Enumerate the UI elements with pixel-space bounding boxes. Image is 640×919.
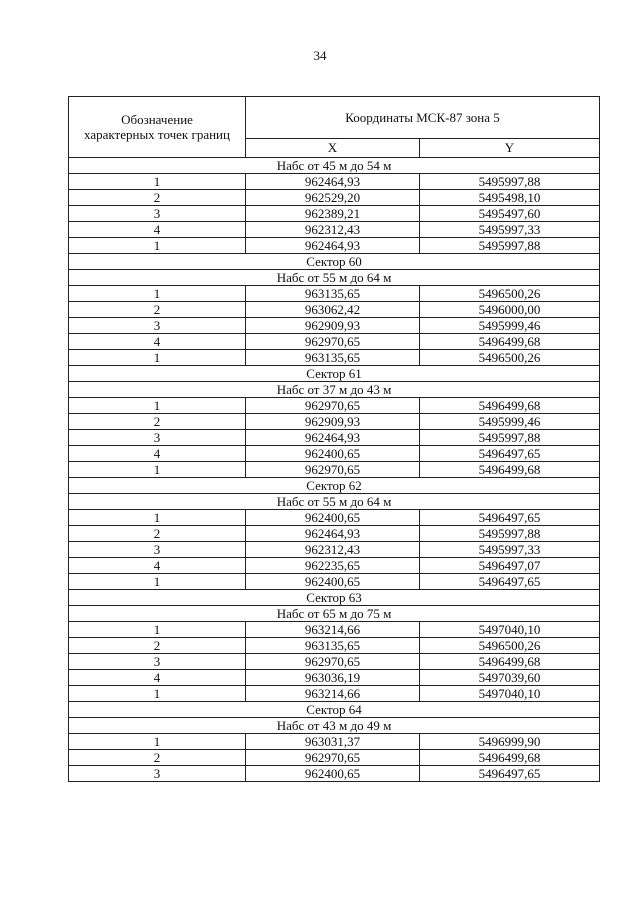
x-coordinate-cell: 963214,66 [246, 686, 420, 702]
y-coordinate-cell: 5496500,26 [420, 350, 600, 366]
table-row [69, 638, 600, 654]
table-row [69, 174, 600, 190]
point-number-cell: 3 [69, 430, 246, 446]
points-header-line1: Обозначение [121, 112, 193, 127]
table-row [69, 222, 600, 238]
y-coordinate-cell: 5496499,68 [420, 654, 600, 670]
x-coordinate-cell: 962970,65 [246, 398, 420, 414]
section-title: Сектор 60 [69, 254, 600, 270]
section-title: Сектор 62 [69, 478, 600, 494]
section-title: Набс от 55 м до 64 м [69, 270, 600, 286]
section-row [69, 702, 600, 718]
y-coordinate-cell: 5495997,33 [420, 222, 600, 238]
y-coordinate-cell: 5496000,00 [420, 302, 600, 318]
table-row [69, 734, 600, 750]
point-number-cell: 4 [69, 222, 246, 238]
y-column-header: Y [420, 139, 600, 158]
table-row [69, 398, 600, 414]
table-row [69, 414, 600, 430]
point-number-cell: 2 [69, 750, 246, 766]
points-header-line2: характерных точек границ [84, 127, 230, 142]
point-number-cell: 1 [69, 734, 246, 750]
coordinates-table [68, 96, 600, 782]
x-coordinate-cell: 963214,66 [246, 622, 420, 638]
x-coordinate-cell: 962970,65 [246, 654, 420, 670]
point-number-cell: 1 [69, 622, 246, 638]
table-row [69, 238, 600, 254]
point-number-cell: 1 [69, 398, 246, 414]
table-row [69, 190, 600, 206]
y-coordinate-cell: 5495498,10 [420, 190, 600, 206]
x-column-header: X [246, 139, 420, 158]
section-title: Набс от 65 м до 75 м [69, 606, 600, 622]
y-coordinate-cell: 5496500,26 [420, 286, 600, 302]
y-coordinate-cell: 5496497,07 [420, 558, 600, 574]
x-coordinate-cell: 963135,65 [246, 350, 420, 366]
y-coordinate-cell: 5495999,46 [420, 414, 600, 430]
table-row [69, 686, 600, 702]
x-coordinate-cell: 963135,65 [246, 286, 420, 302]
table-row [69, 286, 600, 302]
point-number-cell: 2 [69, 302, 246, 318]
y-coordinate-cell: 5496497,65 [420, 446, 600, 462]
table-body [69, 158, 600, 782]
point-number-cell: 3 [69, 206, 246, 222]
table-row [69, 430, 600, 446]
section-title: Набс от 55 м до 64 м [69, 494, 600, 510]
point-number-cell: 1 [69, 286, 246, 302]
y-coordinate-cell: 5495497,60 [420, 206, 600, 222]
y-coordinate-cell: 5497040,10 [420, 622, 600, 638]
section-title: Набс от 37 м до 43 м [69, 382, 600, 398]
point-number-cell: 3 [69, 766, 246, 782]
section-title: Набс от 45 м до 54 м [69, 158, 600, 174]
point-number-cell: 1 [69, 238, 246, 254]
x-coordinate-cell: 962464,93 [246, 238, 420, 254]
y-coordinate-cell: 5495997,88 [420, 526, 600, 542]
point-number-cell: 3 [69, 318, 246, 334]
y-coordinate-cell: 5495997,88 [420, 174, 600, 190]
x-coordinate-cell: 962400,65 [246, 446, 420, 462]
section-row [69, 718, 600, 734]
y-coordinate-cell: 5496497,65 [420, 574, 600, 590]
point-number-cell: 2 [69, 526, 246, 542]
y-coordinate-cell: 5496497,65 [420, 510, 600, 526]
x-coordinate-cell: 962400,65 [246, 574, 420, 590]
table-row [69, 766, 600, 782]
section-row [69, 382, 600, 398]
section-title: Сектор 63 [69, 590, 600, 606]
point-number-cell: 1 [69, 350, 246, 366]
y-coordinate-cell: 5496499,68 [420, 398, 600, 414]
point-number-cell: 3 [69, 542, 246, 558]
section-row [69, 270, 600, 286]
point-number-cell: 4 [69, 670, 246, 686]
coordinates-header: Координаты МСК-87 зона 5 [246, 97, 600, 139]
point-number-cell: 2 [69, 414, 246, 430]
y-coordinate-cell: 5497040,10 [420, 686, 600, 702]
x-coordinate-cell: 962464,93 [246, 174, 420, 190]
y-coordinate-cell: 5496497,65 [420, 766, 600, 782]
x-coordinate-cell: 962464,93 [246, 430, 420, 446]
section-row [69, 590, 600, 606]
point-number-cell: 1 [69, 462, 246, 478]
table-row [69, 350, 600, 366]
section-row [69, 254, 600, 270]
table-row [69, 446, 600, 462]
point-number-cell: 3 [69, 654, 246, 670]
x-coordinate-cell: 962970,65 [246, 462, 420, 478]
table-row [69, 318, 600, 334]
x-coordinate-cell: 962312,43 [246, 222, 420, 238]
point-number-cell: 2 [69, 638, 246, 654]
x-coordinate-cell: 963031,37 [246, 734, 420, 750]
table-row [69, 654, 600, 670]
page-number: 34 [313, 48, 327, 63]
table-row [69, 334, 600, 350]
section-title: Сектор 61 [69, 366, 600, 382]
table-row [69, 622, 600, 638]
y-coordinate-cell: 5497039,60 [420, 670, 600, 686]
x-coordinate-cell: 962970,65 [246, 334, 420, 350]
table-row [69, 510, 600, 526]
points-column-header [69, 97, 246, 158]
x-coordinate-cell: 963135,65 [246, 638, 420, 654]
y-coordinate-cell: 5496499,68 [420, 334, 600, 350]
table-row [69, 574, 600, 590]
y-coordinate-cell: 5495997,33 [420, 542, 600, 558]
x-coordinate-cell: 962970,65 [246, 750, 420, 766]
section-title: Набс от 43 м до 49 м [69, 718, 600, 734]
x-coordinate-cell: 962235,65 [246, 558, 420, 574]
table-row [69, 302, 600, 318]
table-row [69, 542, 600, 558]
x-coordinate-cell: 962909,93 [246, 318, 420, 334]
y-coordinate-cell: 5496999,90 [420, 734, 600, 750]
table-row [69, 462, 600, 478]
y-coordinate-cell: 5496499,68 [420, 462, 600, 478]
section-row [69, 494, 600, 510]
point-number-cell: 4 [69, 334, 246, 350]
y-coordinate-cell: 5496499,68 [420, 750, 600, 766]
section-row [69, 158, 600, 174]
point-number-cell: 1 [69, 686, 246, 702]
table-row [69, 670, 600, 686]
section-row [69, 366, 600, 382]
table-header [69, 97, 600, 158]
x-coordinate-cell: 962464,93 [246, 526, 420, 542]
point-number-cell: 1 [69, 510, 246, 526]
point-number-cell: 4 [69, 558, 246, 574]
point-number-cell: 4 [69, 446, 246, 462]
section-title: Сектор 64 [69, 702, 600, 718]
x-coordinate-cell: 962400,65 [246, 766, 420, 782]
x-coordinate-cell: 963036,19 [246, 670, 420, 686]
y-coordinate-cell: 5495997,88 [420, 430, 600, 446]
x-coordinate-cell: 962400,65 [246, 510, 420, 526]
table-row [69, 750, 600, 766]
x-coordinate-cell: 962312,43 [246, 542, 420, 558]
table-row [69, 526, 600, 542]
section-row [69, 606, 600, 622]
y-coordinate-cell: 5495999,46 [420, 318, 600, 334]
table-row [69, 558, 600, 574]
point-number-cell: 1 [69, 174, 246, 190]
point-number-cell: 2 [69, 190, 246, 206]
y-coordinate-cell: 5496500,26 [420, 638, 600, 654]
x-coordinate-cell: 963062,42 [246, 302, 420, 318]
section-row [69, 478, 600, 494]
x-coordinate-cell: 962389,21 [246, 206, 420, 222]
table-row [69, 206, 600, 222]
x-coordinate-cell: 962909,93 [246, 414, 420, 430]
y-coordinate-cell: 5495997,88 [420, 238, 600, 254]
point-number-cell: 1 [69, 574, 246, 590]
x-coordinate-cell: 962529,20 [246, 190, 420, 206]
